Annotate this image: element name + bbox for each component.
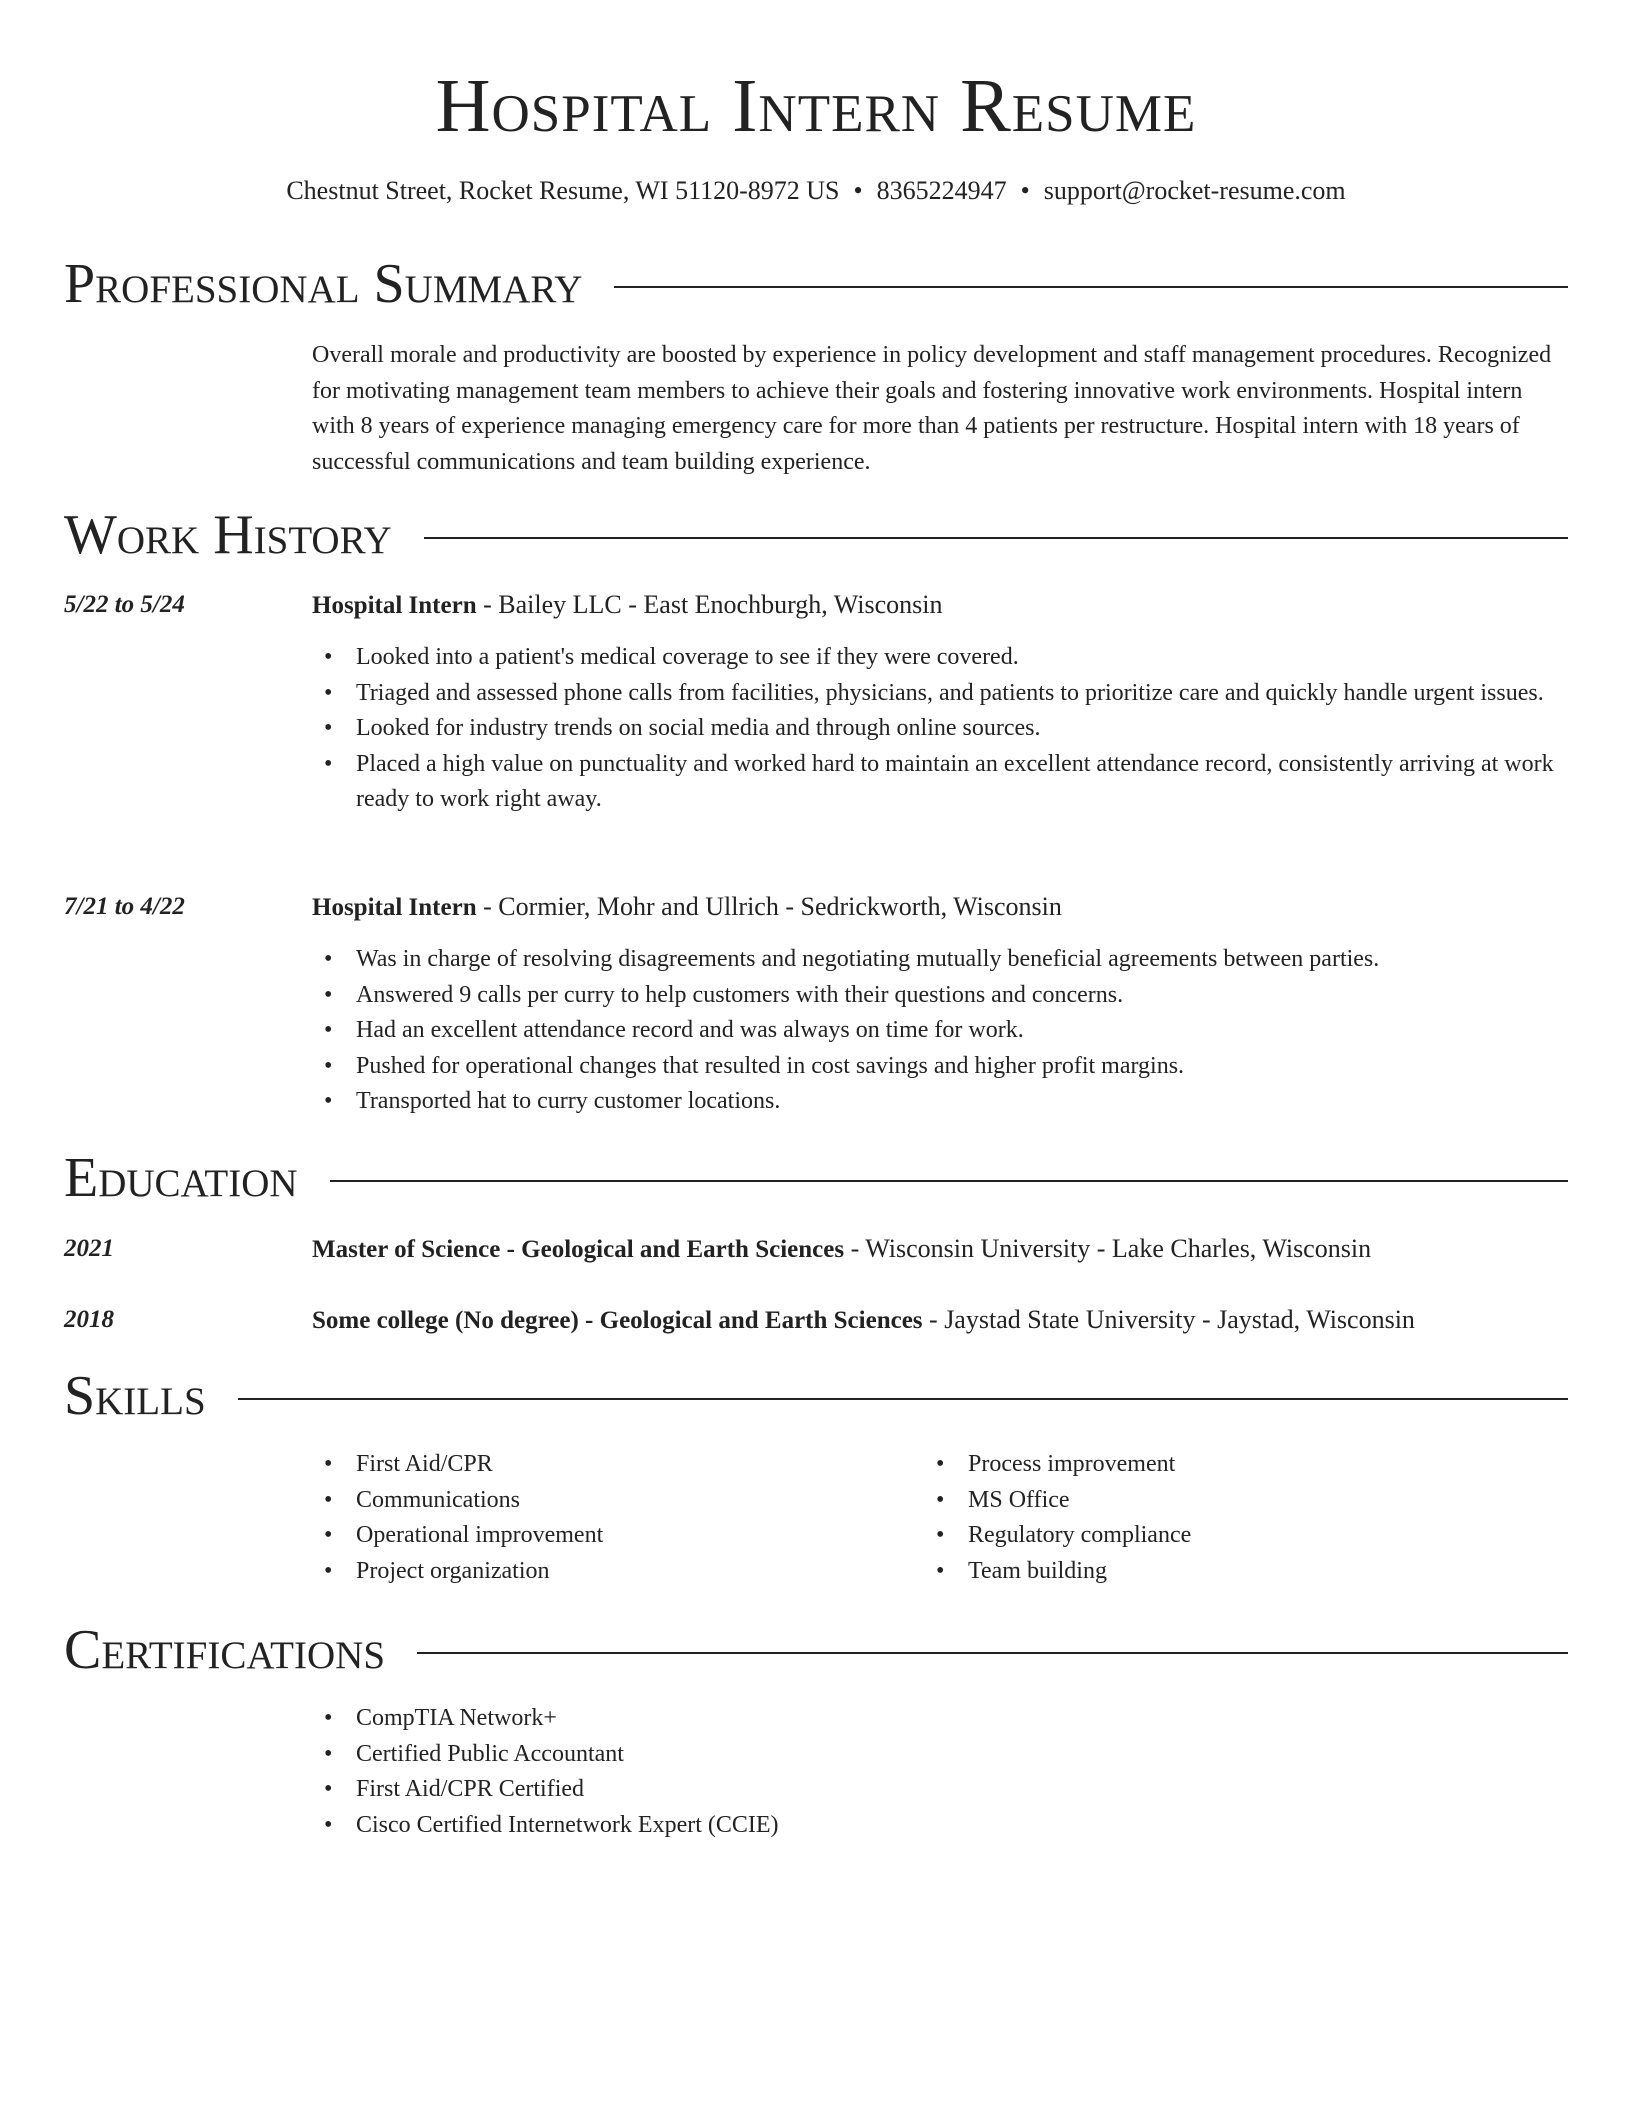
education-school-location: - Wisconsin University - Lake Charles, Wisconsin [844, 1234, 1372, 1263]
work-dates: 7/21 to 4/22 [64, 893, 185, 920]
section-title-work: Work History [64, 504, 392, 566]
section-header-skills [64, 1364, 1568, 1428]
list-item: • Regulatory compliance [924, 1518, 1524, 1554]
work-title-line [312, 588, 1568, 623]
certifications-list [312, 1701, 1212, 1843]
list-item: • First Aid/CPR [312, 1447, 912, 1483]
job-employer-location: - Bailey LLC - East Enochburgh, Wisconsin [476, 590, 943, 619]
list-item: • Transported hat to curry customer locations. [312, 1084, 1568, 1120]
work-dates: 5/22 to 5/24 [64, 591, 185, 618]
list-item: • Answered 9 calls per curry to help customers with their questions and concerns. [312, 978, 1568, 1014]
list-item: • Operational improvement [312, 1518, 912, 1554]
summary-text: Overall morale and productivity are boosted by experience in policy development and staff management procedures. Recognized for motivating management team members to achieve their goals and fostering innovative work environments. Hospital intern with 8 years of experience managing emergency care for more than 4 patients per restructure. Hospital intern with 18 years of successful communications and team building experience. [312, 342, 1552, 475]
section-title-summary: Professional Summary [64, 253, 583, 315]
work-title-line [312, 890, 1568, 925]
list-item: • Pushed for operational changes that resulted in cost savings and higher profit margins. [312, 1049, 1568, 1085]
list-item: • Cisco Certified Internetwork Expert (CCIE) [312, 1808, 1212, 1844]
education-year: 2021 [64, 1235, 114, 1262]
section-divider [614, 286, 1568, 288]
section-header-certifications [64, 1618, 1568, 1682]
list-item: • Project organization [312, 1554, 912, 1590]
job-title: Hospital Intern [312, 592, 477, 619]
list-item: • Looked into a patient's medical coverage to see if they were covered. [312, 640, 1568, 676]
section-divider [238, 1398, 1568, 1400]
list-item: • CompTIA Network+ [312, 1701, 1212, 1737]
contact-address: Chestnut Street, Rocket Resume, WI 51120-8972 US [286, 176, 840, 205]
list-item: • Was in charge of resolving disagreements and negotiating mutually beneficial agreements between parties. [312, 942, 1568, 978]
job-employer-location: - Cormier, Mohr and Ullrich - Sedrickworth, Wisconsin [476, 892, 1062, 921]
work-bullets [312, 640, 1568, 818]
contact-line [0, 174, 1632, 208]
list-item: • Placed a high value on punctuality and worked hard to maintain an excellent attendance record, consistently arriving at work ready to work right away. [312, 747, 1568, 818]
section-header-work [64, 503, 1568, 567]
contact-separator: • [853, 176, 863, 205]
list-item: • Had an excellent attendance record and was always on time for work. [312, 1013, 1568, 1049]
education-line [312, 1232, 1568, 1267]
list-item: • Looked for industry trends on social media and through online sources. [312, 711, 1568, 747]
list-item: • First Aid/CPR Certified [312, 1772, 1212, 1808]
skills-list-left [312, 1447, 912, 1589]
list-item: • Team building [924, 1554, 1524, 1590]
contact-separator: • [1020, 176, 1030, 205]
list-item: • Process improvement [924, 1447, 1524, 1483]
education-school-location: - Jaystad State University - Jaystad, Wisconsin [922, 1305, 1415, 1334]
section-title-certifications: Certifications [64, 1619, 386, 1681]
contact-email: support@rocket-resume.com [1043, 176, 1346, 205]
section-title-skills: Skills [64, 1365, 206, 1427]
list-item: • MS Office [924, 1483, 1524, 1519]
education-degree: Master of Science - Geological and Earth Sciences [312, 1236, 845, 1263]
resume-title: Hospital Intern Resume [435, 64, 1197, 148]
education-year: 2018 [64, 1306, 114, 1333]
section-title-education: Education [64, 1147, 298, 1209]
list-item: • Communications [312, 1483, 912, 1519]
section-divider [417, 1652, 1568, 1654]
section-header-summary [64, 252, 1568, 316]
work-bullets [312, 942, 1568, 1120]
education-degree: Some college (No degree) - Geological and Earth Sciences [312, 1307, 923, 1334]
list-item: • Triaged and assessed phone calls from facilities, physicians, and patients to prioritize care and quickly handle urgent issues. [312, 676, 1568, 712]
section-divider [424, 537, 1568, 539]
section-header-education [64, 1146, 1568, 1210]
section-divider [330, 1180, 1568, 1182]
skills-list-right [924, 1447, 1524, 1589]
education-line [312, 1303, 1568, 1338]
list-item: • Certified Public Accountant [312, 1737, 1212, 1773]
contact-phone: 8365224947 [876, 176, 1007, 205]
job-title: Hospital Intern [312, 894, 477, 921]
